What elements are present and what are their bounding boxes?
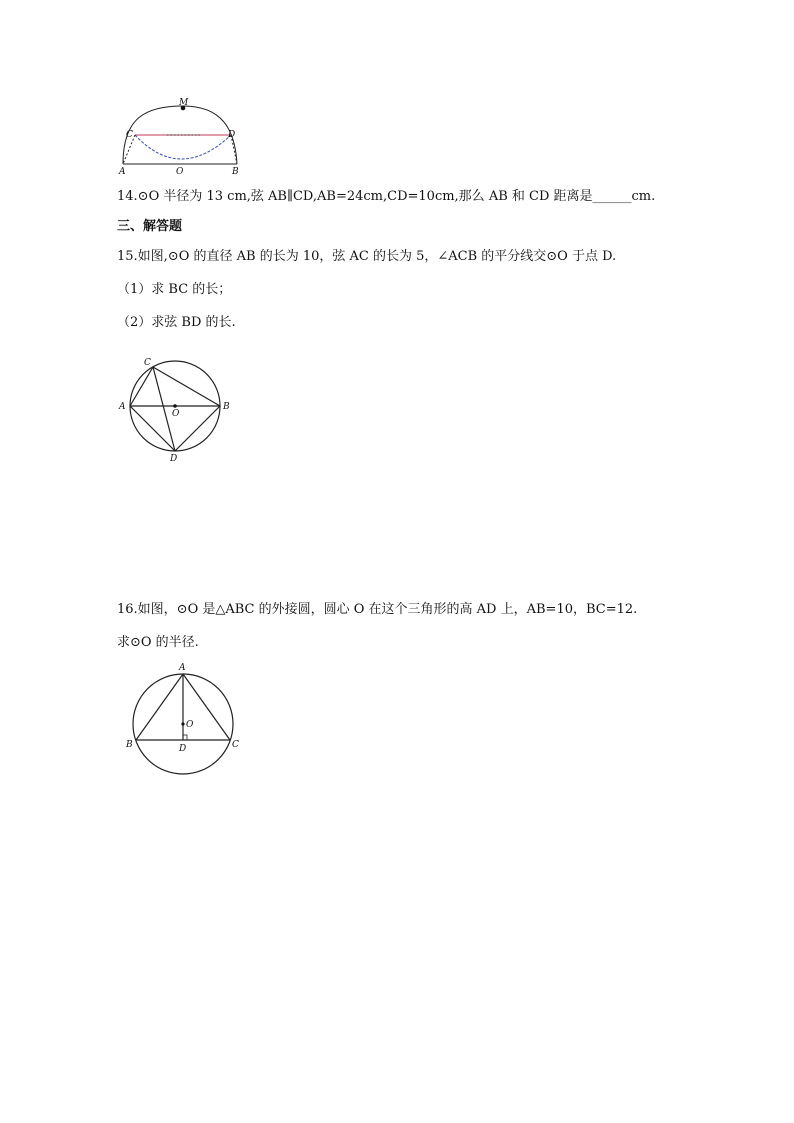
figure-circumcircle-triangle [122, 660, 244, 776]
figure-circle-quadrilateral [114, 354, 240, 464]
label-d: D [228, 130, 236, 140]
label-d: D [170, 454, 178, 464]
label-d: D [179, 744, 187, 754]
segment-ac [130, 367, 153, 406]
label-o: O [186, 720, 194, 730]
question-16-stem: 16.如图，⊙O 是△ABC 的外接圆，圆心 O 在这个三角形的高 AD 上，AB=10，BC=12. [117, 602, 638, 617]
question-14: 14.⊙O 半径为 13 cm,弦 AB∥CD,AB=24cm,CD=10cm,那么 AB 和 CD 距离是______cm. [117, 189, 656, 204]
segment-ab [136, 674, 183, 740]
label-a: A [119, 167, 126, 176]
label-b: B [223, 402, 230, 412]
segment-ac [183, 674, 230, 740]
label-o: O [176, 167, 184, 176]
right-angle-mark [183, 735, 187, 740]
segment-cb [153, 367, 220, 406]
label-b: B [232, 167, 239, 176]
section-heading: 三、解答题 [117, 219, 183, 234]
label-o: O [172, 409, 180, 419]
question-15-stem: 15.如图,⊙O 的直径 AB 的长为 10，弦 AC 的长为 5，∠ACB 的平分线交⊙O 于点 D. [117, 249, 617, 264]
label-c: C [126, 130, 133, 140]
center-o [181, 722, 184, 725]
question-15-part-1: （1）求 BC 的长； [117, 282, 232, 297]
label-a: A [179, 663, 186, 673]
segment-bd [175, 406, 220, 451]
center-o [173, 404, 177, 408]
label-m: M [179, 98, 189, 108]
label-c: C [232, 740, 239, 750]
label-b: B [126, 740, 133, 750]
lower-arc-blue [135, 135, 231, 159]
question-16-ask: 求⊙O 的半径. [117, 635, 199, 650]
label-a: A [119, 402, 126, 412]
segment-ad [130, 406, 175, 451]
figure-semicircle-chord [115, 98, 245, 176]
question-15-part-2: （2）求弦 BD 的长. [117, 315, 236, 330]
label-c: C [144, 358, 151, 368]
